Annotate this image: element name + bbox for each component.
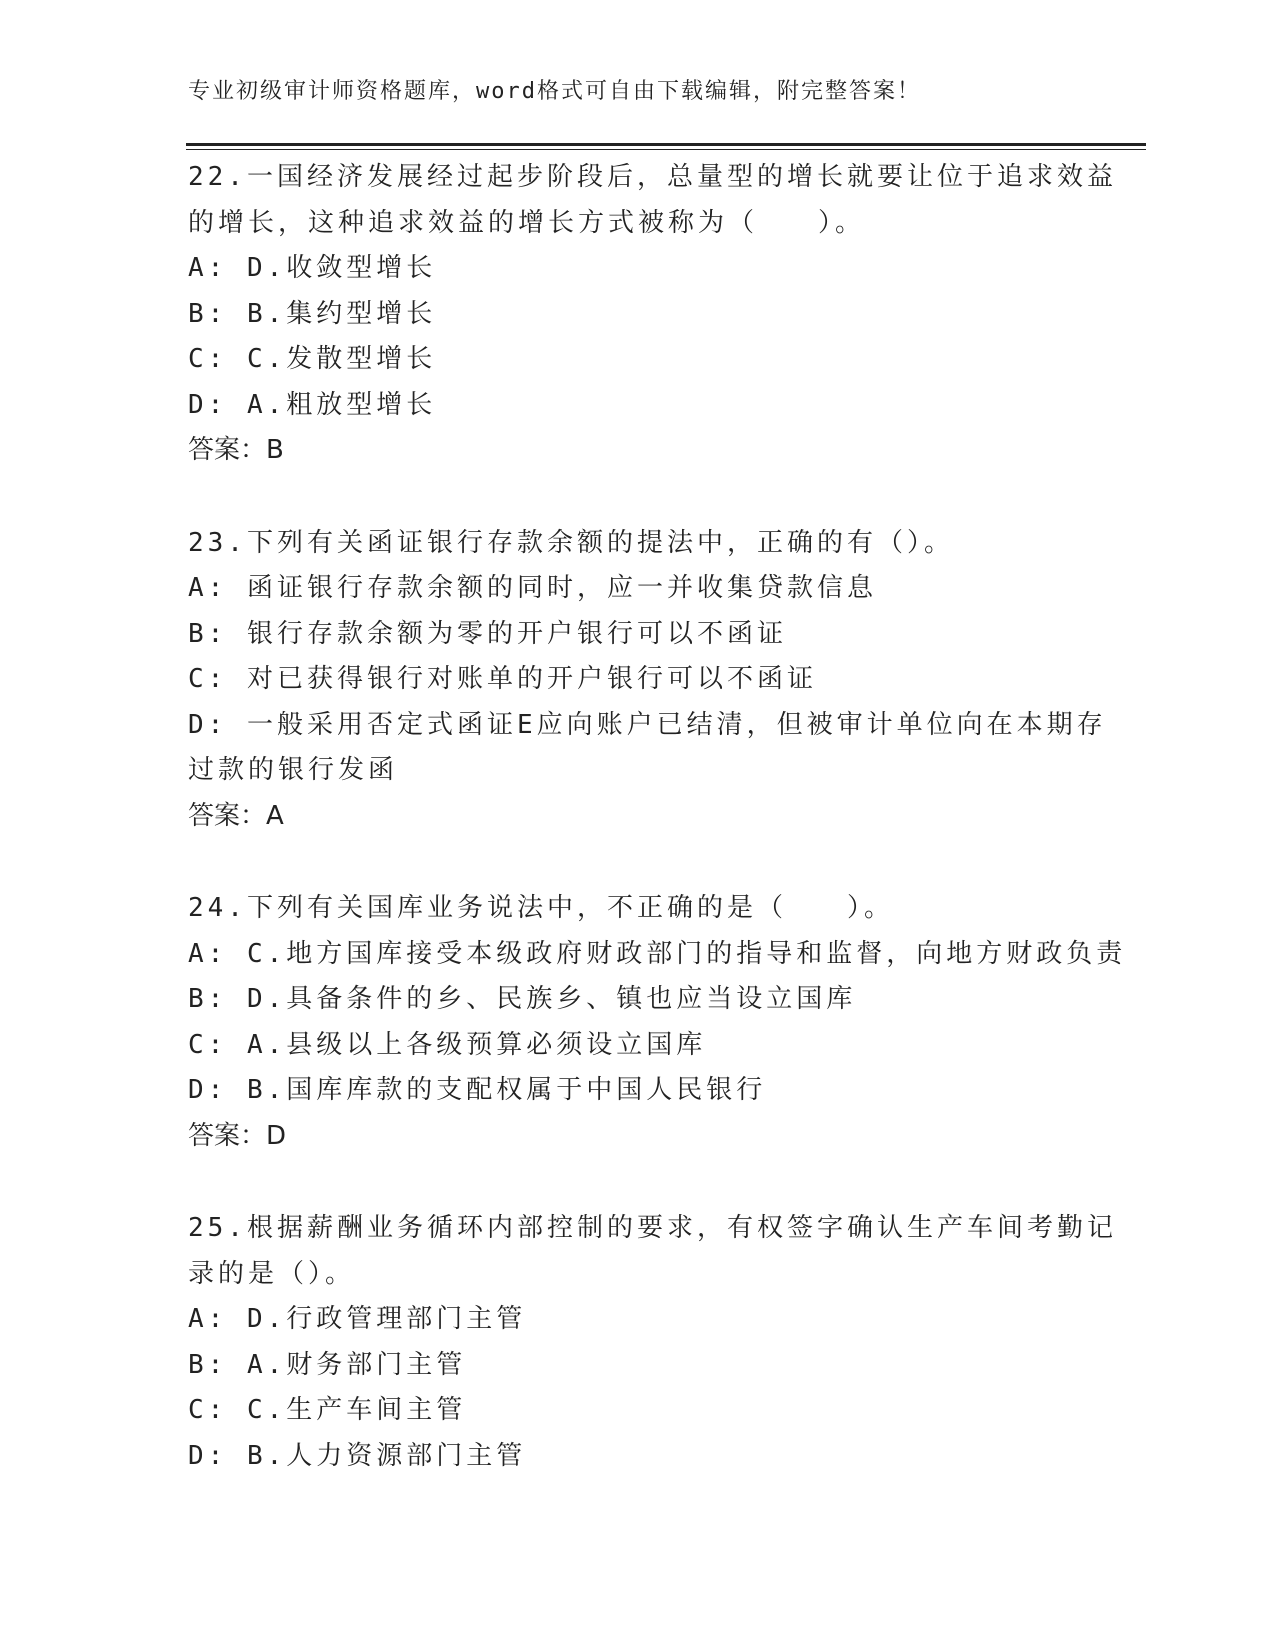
option-c: C: A.县级以上各级预算必须设立国库 bbox=[188, 1029, 707, 1060]
question-stem: 22.一国经济发展经过起步阶段后，总量型的增长就要让位于追求效益 bbox=[188, 162, 1117, 192]
page-header: 专业初级审计师资格题库，word格式可自由下载编辑，附完整答案！ bbox=[188, 79, 921, 104]
question-24 bbox=[188, 886, 1127, 1159]
option-a: A: 函证银行存款余额的同时，应一并收集贷款信息 bbox=[188, 573, 877, 603]
option-d-continuation: 过款的银行发函 bbox=[188, 755, 399, 785]
option-a: A: D.收敛型增长 bbox=[188, 253, 437, 283]
header-divider-thin bbox=[186, 149, 1146, 150]
option-d: D: A.粗放型增长 bbox=[188, 389, 437, 420]
answer-line: 答案：B bbox=[188, 435, 284, 465]
question-25 bbox=[188, 1206, 1117, 1479]
option-a: A: D.行政管理部门主管 bbox=[188, 1304, 527, 1334]
header-divider-thick bbox=[186, 143, 1146, 146]
option-b: B: A.财务部门主管 bbox=[188, 1349, 467, 1380]
question-23 bbox=[188, 521, 1107, 840]
option-d: D: B.人力资源部门主管 bbox=[188, 1440, 527, 1471]
question-list bbox=[188, 155, 1127, 1526]
question-stem: 录的是（）。 bbox=[188, 1258, 356, 1289]
question-stem: 23.下列有关函证银行存款余额的提法中，正确的有（）。 bbox=[188, 527, 954, 558]
option-c: C: C.发散型增长 bbox=[188, 344, 437, 374]
question-stem: 25.根据薪酬业务循环内部控制的要求，有权签字确认生产车间考勤记 bbox=[188, 1213, 1117, 1243]
option-c: C: C.生产车间主管 bbox=[188, 1395, 467, 1425]
question-stem: 24.下列有关国库业务说法中，不正确的是（ ）。 bbox=[188, 893, 894, 923]
answer-line: 答案：D bbox=[188, 1120, 287, 1151]
option-b: B: D.具备条件的乡、民族乡、镇也应当设立国库 bbox=[188, 984, 857, 1014]
option-d: D: 一般采用否定式函证E应向账户已结清，但被审计单位向在本期存 bbox=[188, 709, 1107, 740]
answer-line: 答案：A bbox=[188, 800, 284, 831]
option-a: A: C.地方国库接受本级政府财政部门的指导和监督，向地方财政负责 bbox=[188, 938, 1127, 969]
option-c: C: 对已获得银行对账单的开户银行可以不函证 bbox=[188, 664, 817, 694]
question-22 bbox=[188, 155, 1117, 474]
option-b: B: B.集约型增长 bbox=[188, 298, 437, 329]
option-b: B: 银行存款余额为零的开户银行可以不函证 bbox=[188, 618, 787, 649]
question-stem: 的增长，这种追求效益的增长方式被称为（ ）。 bbox=[188, 207, 866, 238]
option-d: D: B.国库库款的支配权属于中国人民银行 bbox=[188, 1075, 767, 1105]
